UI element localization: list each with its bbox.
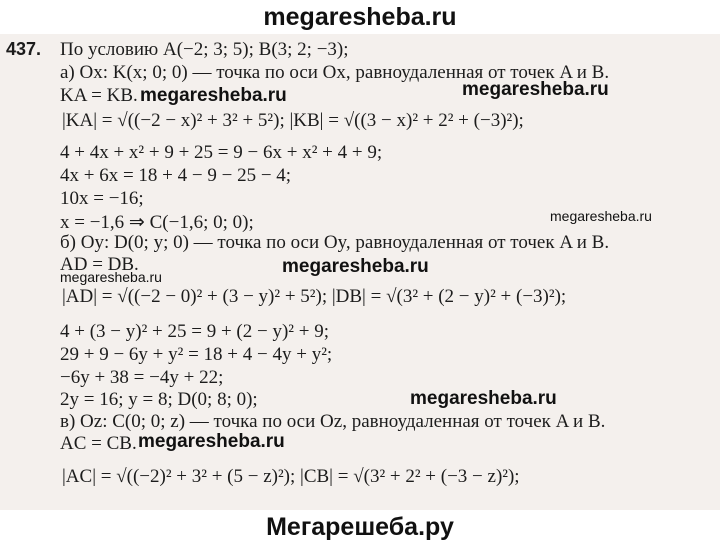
solution-line-18: |AC| = √((−2)² + 3² + (5 − z)²); |CB| = √(3² + 2² + (−3 − z)²); (62, 466, 520, 487)
textbook-page (0, 34, 720, 510)
solution-line-6: 4x + 6x = 18 + 4 − 9 − 25 − 4; (60, 165, 292, 186)
solution-line-2: а) Ox: K(x; 0; 0) — точка по оси Ox, равноудаленная от точек A и B. (60, 62, 610, 83)
solution-line-11: |AD| = √((−2 − 0)² + (3 − y)² + 5²); |DB| = √(3² + (2 − y)² + (−3)²); (62, 286, 567, 307)
watermark: megaresheba.ru (282, 256, 429, 277)
solution-line-4: |KA| = √((−2 − x)² + 3² + 5²); |KB| = √((3 − x)² + 2² + (−3)²); (62, 110, 524, 131)
solution-line-7: 10x = −16; (60, 188, 144, 209)
watermark: megaresheba.ru (462, 79, 609, 100)
watermark: megaresheba.ru (140, 85, 287, 106)
solution-line-15: 2y = 16; y = 8; D(0; 8; 0); (60, 389, 258, 410)
solution-line-5: 4 + 4x + x² + 9 + 25 = 9 − 6x + x² + 4 + 9; (60, 142, 383, 163)
problem-number: 437. (6, 39, 42, 59)
solution-line-13: 29 + 9 − 6y + y² = 18 + 4 − 4y + y²; (60, 344, 333, 365)
solution-line-8: x = −1,6 ⇒ C(−1,6; 0; 0); (60, 212, 254, 233)
solution-line-1: По условию A(−2; 3; 5); B(3; 2; −3); (60, 39, 349, 60)
solution-line-14: −6y + 38 = −4y + 22; (60, 367, 224, 388)
solution-line-17: AC = CB. (60, 433, 137, 454)
watermark: megaresheba.ru (410, 388, 557, 409)
solution-line-12: 4 + (3 − y)² + 25 = 9 + (2 − y)² + 9; (60, 321, 329, 342)
watermark: megaresheba.ru (60, 269, 162, 285)
solution-line-9: б) Oy: D(0; y; 0) — точка по оси Oy, равноудаленная от точек A и B. (60, 232, 610, 253)
site-header: megaresheba.ru (0, 0, 720, 34)
watermark: megaresheba.ru (550, 208, 652, 224)
solution-line-3: KA = KB. (60, 85, 138, 106)
watermark: megaresheba.ru (138, 431, 285, 452)
solution-line-16: в) Oz: C(0; 0; z) — точка по оси Oz, равноудаленная от точек A и B. (60, 411, 606, 432)
solution-line-10: AD = DB. (60, 254, 139, 275)
site-footer: Мегарешеба.ру (0, 510, 720, 545)
